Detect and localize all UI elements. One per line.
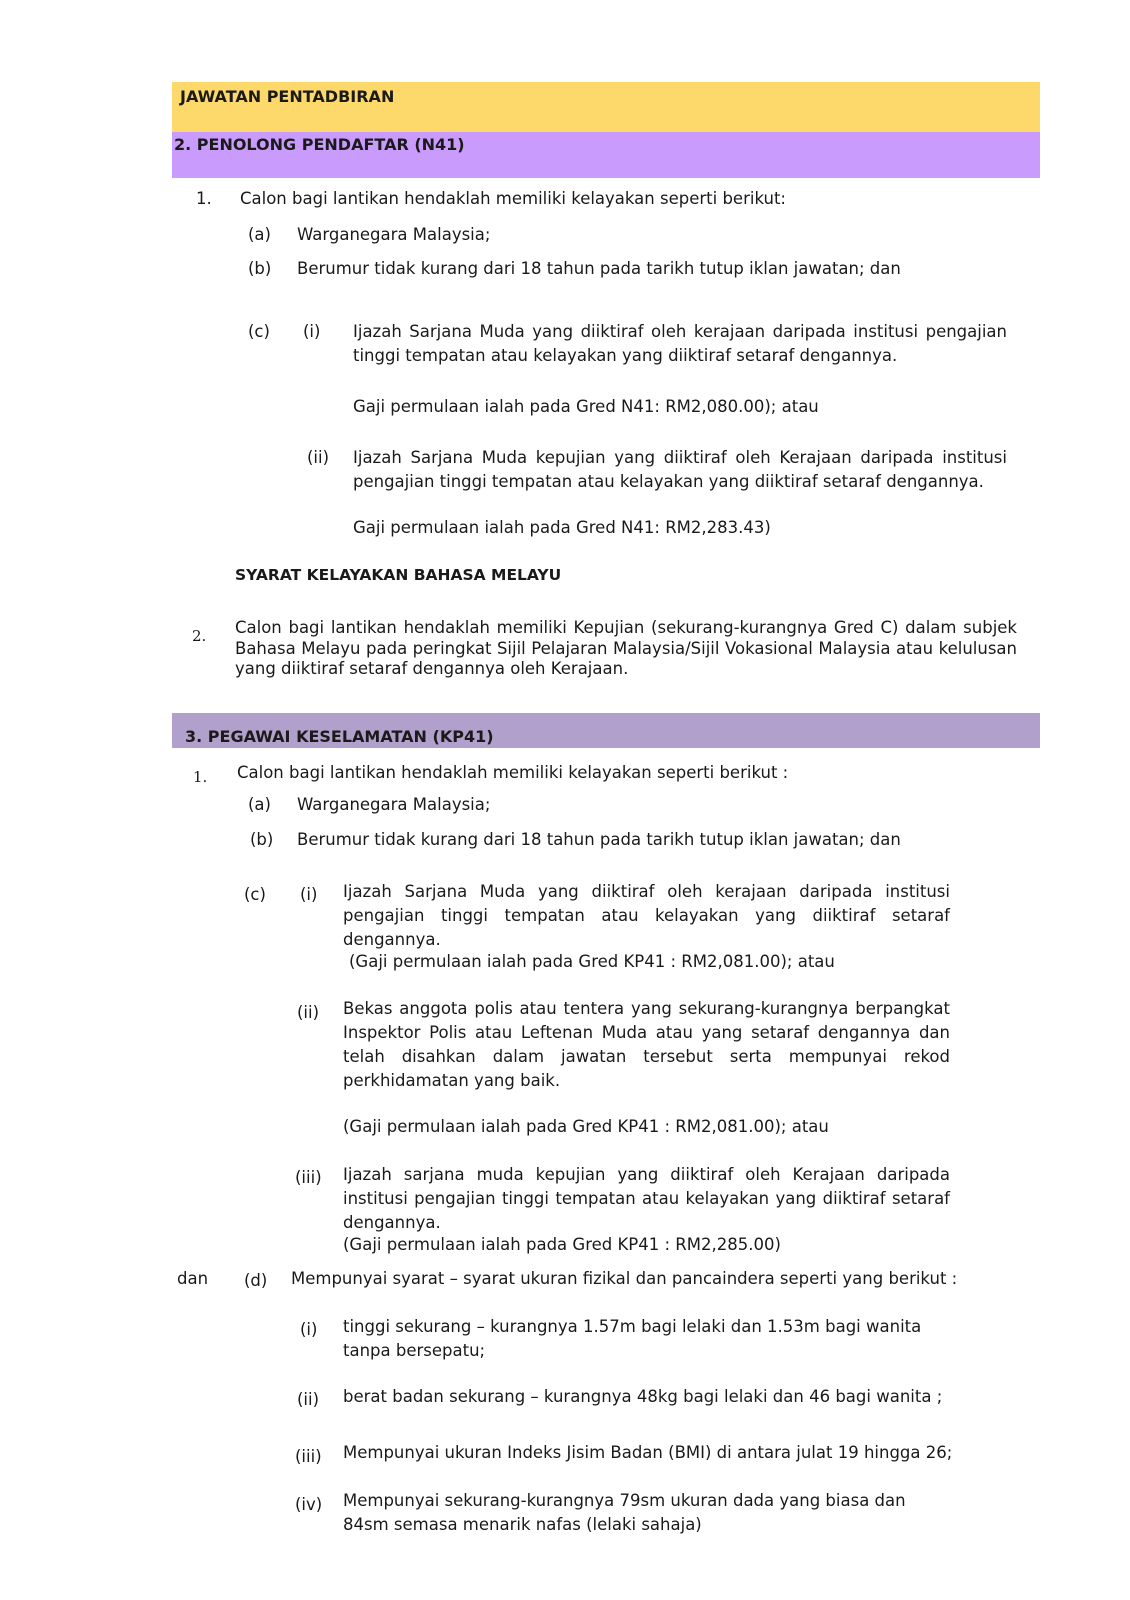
s2-syarat-heading: SYARAT KELAYAKAN BAHASA MELAYU	[235, 566, 562, 584]
s3-c-label: (c)	[244, 885, 266, 904]
s3-d-label: (d)	[244, 1271, 268, 1290]
s2-c-i-label: (i)	[303, 322, 321, 341]
s2-c-label: (c)	[248, 322, 270, 341]
s2-a-text: Warganegara Malaysia;	[297, 225, 491, 244]
s2-item1-text: Calon bagi lantikan hendaklah memiliki kelayakan seperti berikut:	[240, 189, 786, 208]
s3-c-ii-salary: (Gaji permulaan ialah pada Gred KP41 : RM2,081.00); atau	[343, 1117, 829, 1136]
section2-band	[172, 132, 1040, 178]
s3-d-ii-text: berat badan sekurang – kurangnya 48kg bagi lelaki dan 46 bagi wanita ;	[343, 1387, 943, 1406]
section3-band	[172, 713, 1040, 748]
s2-item2-text: Calon bagi lantikan hendaklah memiliki Kepujian (sekurang-kurangnya Gred C) dalam subjek Bahasa Melayu pada peringkat Sijil Pelajaran Malaysia/Sijil Vokasional Malaysia atau kelulusan yang diiktiraf setaraf dengannya oleh Kerajaan.	[235, 618, 1017, 678]
s3-d-i-text: tinggi sekurang – kurangnya 1.57m bagi lelaki dan 1.53m bagi wanita tanpa bersepatu;	[343, 1317, 922, 1360]
s3-c-ii-text: Bekas anggota polis atau tentera yang sekurang-kurangnya berpangkat Inspektor Polis atau Leftenan Muda atau yang setaraf dengannya dan telah disahkan dalam jawatan tersebut serta mempunyai rekod perkhidamatan yang baik.	[343, 999, 950, 1090]
s3-d-iv-text: Mempunyai sekurang-kurangnya 79sm ukuran dada yang biasa dan 84sm semasa menarik nafas (lelaki sahaja)	[343, 1491, 906, 1534]
s3-c-iii-text: Ijazah sarjana muda kepujian yang diiktiraf oleh Kerajaan daripada institusi pengajian tinggi tempatan atau kelayakan yang diiktiraf setaraf dengannya.	[343, 1165, 950, 1232]
s3-item1-num: 1.	[193, 768, 208, 786]
s3-d-prefix: dan	[177, 1269, 209, 1288]
s3-b-text: Berumur tidak kurang dari 18 tahun pada tarikh tutup iklan jawatan; dan	[297, 830, 901, 849]
s3-d-ii-label: (ii)	[297, 1390, 320, 1409]
s3-c-iii-salary: (Gaji permulaan ialah pada Gred KP41 : RM2,285.00)	[343, 1235, 781, 1254]
s2-a-label: (a)	[248, 225, 271, 244]
s3-d-i-label: (i)	[300, 1320, 318, 1339]
s2-b-text: Berumur tidak kurang dari 18 tahun pada tarikh tutup iklan jawatan; dan	[297, 259, 901, 278]
s2-b-label: (b)	[248, 259, 272, 278]
s3-d-iv-label: (iv)	[295, 1495, 323, 1514]
s3-d-iii-label: (iii)	[295, 1447, 322, 1466]
s2-item1-num: 1.	[196, 189, 212, 208]
s2-c-ii-salary: Gaji permulaan ialah pada Gred N41: RM2,283.43)	[353, 518, 771, 537]
s3-c-i-salary: (Gaji permulaan ialah pada Gred KP41 : RM2,081.00); atau	[349, 952, 835, 971]
s3-item1-text: Calon bagi lantikan hendaklah memiliki kelayakan seperti berikut :	[237, 763, 789, 782]
s3-c-ii-label: (ii)	[297, 1003, 320, 1022]
s3-d-iii-text: Mempunyai ukuran Indeks Jisim Badan (BMI) di antara julat 19 hingga 26;	[343, 1443, 953, 1462]
s3-c-i-text: Ijazah Sarjana Muda yang diiktiraf oleh kerajaan daripada institusi pengajian tinggi tempatan atau kelayakan yang diiktiraf setaraf dengannya.	[343, 882, 950, 949]
s3-d-text: Mempunyai syarat – syarat ukuran fizikal dan pancaindera seperti yang berikut :	[291, 1269, 958, 1288]
page-title: JAWATAN PENTADBIRAN	[180, 87, 395, 106]
s3-c-i-label: (i)	[300, 885, 318, 904]
s2-c-i-text: Ijazah Sarjana Muda yang diiktiraf oleh kerajaan daripada institusi pengajian tinggi tempatan atau kelayakan yang diiktiraf setaraf dengannya.	[353, 322, 1007, 365]
s2-c-ii-label: (ii)	[307, 448, 330, 467]
header-band	[172, 82, 1040, 132]
s2-item2-num: 2.	[192, 627, 207, 645]
s3-c-iii-label: (iii)	[295, 1168, 322, 1187]
section3-title: 3. PEGAWAI KESELAMATAN (KP41)	[185, 727, 494, 746]
s2-c-ii-text: Ijazah Sarjana Muda kepujian yang diiktiraf oleh Kerajaan daripada institusi pengajian tinggi tempatan atau kelayakan yang diiktiraf setaraf dengannya.	[353, 448, 1007, 491]
s3-a-text: Warganegara Malaysia;	[297, 795, 491, 814]
section2-title: 2. PENOLONG PENDAFTAR (N41)	[174, 135, 465, 154]
s3-b-label: (b)	[250, 830, 274, 849]
s3-a-label: (a)	[248, 795, 271, 814]
s2-c-i-salary: Gaji permulaan ialah pada Gred N41: RM2,080.00); atau	[353, 397, 819, 416]
